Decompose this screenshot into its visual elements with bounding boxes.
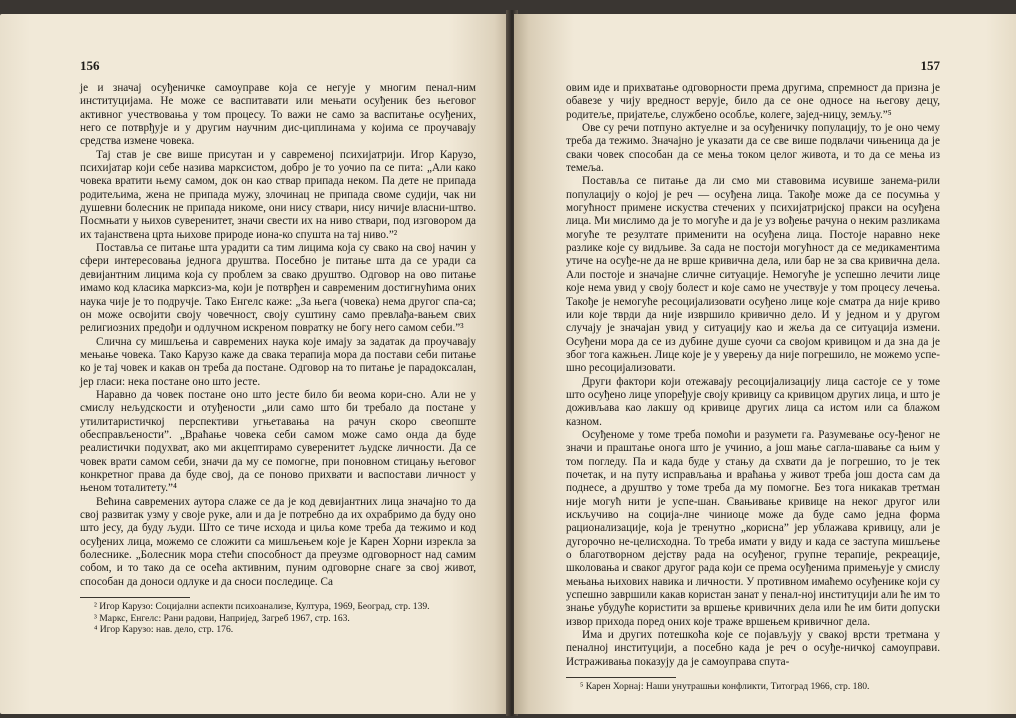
paragraph: Има и других потешкоћа које се појављују у свакој врсти третмана у пеналној институцији, а посебно када је реч о осуђе-ничкој самоуправи. Истраживања показују да је самоуправа спута-	[566, 629, 940, 668]
paragraph: Постављa се питање шта урадити са тим лицима која су свако на свој начин у сфери интересовања једнога друштва. Посебно је питање шта да се уради са девијантним лицима која су проблем за свако друштво. Одговор на ово питање имамо код класика марксиз-ма, који је потврђен и савременим достигнућима оних наука чије је то подручје. Тако Енгелс каже: „За њега (човека) нема другог спа-са; он може освојити своју човечност, своју суштину само превлађа-вањем свих религиозних предођи и одлучном искреном повратку не богу него самом себи.”³	[80, 242, 476, 335]
paragraph: Слична су мишљења и савремених наука које имају за задатак да проучавају мењање човека. Тако Карузо каже да свака терапија мора да постави себи питање ко је тај човек и какав он треба да постане. Одговор на то питање је парадоксалан, јер гласи: нека постане оно што јесте.	[80, 335, 476, 388]
footnote: ⁴ Игор Карузо: нав. дело, стр. 176.	[94, 624, 234, 636]
page-number-left: 156	[80, 58, 100, 73]
footnote-divider	[566, 677, 676, 678]
left-page	[0, 14, 510, 714]
footnote: ⁵ Карен Хорнај: Наши унутрашњи конфликти, Титоград 1966, стр. 180.	[580, 681, 870, 693]
paragraph: Већина савремених аутора слаже се да је код девијантних лица значајно то да свој развитак узму у своје руке, али и да је потребно да их охрабримо да буду оно што јесу, да буду људи. Што се тиче исхода и циља коме треба да тежимо и код осуђених лица, можемо се сложити са мишљењем које је Карен Хорни изрекла за болеснике. „Болесник мора стећи способност да преузме одговорност над самим собом, и то тако да се осећа активним, пуним одговорне снаге за свој живот, способан да доноси одлуке и да сноси последице. Са	[80, 495, 476, 588]
left-page-body	[80, 82, 476, 589]
footnote: ² Игор Карузо: Социјални аспекти психоанализе, Култура, 1969, Београд, стр. 139.	[94, 601, 430, 613]
paragraph: Ове су речи потпуно актуелне и за осуђеничку популацију, то је оно чему треба да тежимо. Значајно је указати да се све више подвлачи чињеница да је сваки човек способан да се мења током целог живота, и то да се мења из темеља.	[566, 122, 940, 175]
paragraph: Други фактори који отежавају ресоцијализацију лица састоје се у томе што осуђено лице упоређује своју кривицу са кривицом других лица, и што је доживљава као лакшу од кривице других лица са истом или са блажом казном.	[566, 375, 940, 428]
footnote: ³ Маркс, Енгелс: Рани радови, Напријед, Загреб 1967, стр. 163.	[94, 612, 350, 624]
right-page-body	[566, 82, 940, 669]
paragraph: Наравно да човек постане оно што јесте било би веома кори-сно. Али не у смислу нељудскости и отуђености „или само што би требало да постане у утилитаристичкој перспективи угњетавања на рачун скоро свеопште обесправљености”. „Враћање човека себи самом може само онда да буде реалистички подухват, ако ми акцептирамо суверенитет људске личности. Да се човек врати самом себи, значи да му се помогне, при поновном стицању његовог конкретног права да буде свој, да се поново прихвати и васпостави личност у њеном тоталитету.”⁴	[80, 388, 476, 495]
paragraph: Осуђеноме у томе треба помоћи и разумети га. Разумевање осу-ђеног не значи и праштање онога што је учинио, а још мање сагла-шавање са њим у том погледу. Па и када буде у стању да схвати да је погрешио, то је тек почетак, и на путу исправљања и враћања у живот треба још доста сам да поднесе, а друштво у томе треба да му помогне. Без тога никакав третман није могућ нити је успе-шан. Свањивање кривице на неког другог или искључиво на соција-лне чиниоце може да буде само једна форма рационализације, која је тренутно „корисна” јер ублажава кривицу, али је дугорочно не-целисходна. То треба имати у виду и када се заступа мишљење о благотворном дејству рада на осуђеног, групне терапије, рекреације, школовања и сваког другог рада који се према осуђенима примењује у смислу мењања њихових навика и личности. У противном имаћемо осуђенике који су успешно завршили какав користан занат у пенал-ној институцији али ће им то знање убудуће користити за вршење кривичних дела или ће им бити допуски извор прихода поред оних које траже вршењем кривичног дела.	[566, 428, 940, 628]
footnotes-left	[80, 597, 476, 636]
footnotes-right	[566, 677, 940, 693]
footnote-divider	[80, 597, 190, 598]
paragraph: Постављa се питање да ли смо ми ставовима исувише занема-рили популацију о којој је реч — осуђена лица. Такође може да се посумња у могућност примене искуства стечених у психијатријској пракси на осуђена лица. Ми мислимо да је то могуће и да је уз вођење рачуна о неким разликама могуће те резултате применити на осуђена лица. Постоје наравно неке разлике које су видљиве. За сада не постоји могућност да се медикаментима утиче на осуђе-не да не врше кривична дела, или бар не за сва кривична дела. Али постоје и значајне сличне ситуације. Немогуће је успешно лечити лице које нема увид у своју болест и које само не учествује у том процесу лечења. Такође је немогуће ресоцијализовати осуђено лице које сматра да није криво или које тврди да није извршило кривично дело. И у једном и у другом случају је значајан увид у ситуацију као и жеља да се ситуација измени. Осуђени мора да се из дубине душе суочи са својом кривицом и да зна да је због тога кажњен. Лице које је у уверењу да није погрешило, не можемо успе-шно ресоцијализовати.	[566, 175, 940, 375]
paragraph: овим иде и прихватање одговорности према другима, спремност да призна је обавезе у чију вредност верује, било да се оне односе на његову децу, родитеље, пријатеље, службено особље, колеге, зајед-ницу, земљу.”⁵	[566, 82, 940, 121]
page-number-right: 157	[920, 58, 940, 73]
paragraph: Тај став је све више присутан и у савременој психијатрији. Игор Карузо, психијатар који себе назива марксистом, добро је то уочио па се пита: „Али како човека вратити њему самом, док он као ствар припада неком. Па дете не припада родитељима, жена не припада мужу, злочинац не припада своме судији, чак ни душевни болесник не припада никоме, они нису ствари, нису ничије власни-штво. Посмњати у њихов суверенитет, значи свести их на ниво ствари, под изговором да их тајанствена црта њихове природе иона-ко спушта на тај ниво.”²	[80, 148, 476, 241]
paragraph: је и значај осуђеничке самоуправе која се негује у многим пенал-ним институцијама. Не може се васпитавати или мењати осуђеник без његовог активног учествовања у том процесу. То важи не само за васпитање осуђених, него се потврђује и у другим научним дис-циплинама у којима се проучавају средства измене човека.	[80, 82, 476, 148]
right-page	[514, 14, 1016, 714]
